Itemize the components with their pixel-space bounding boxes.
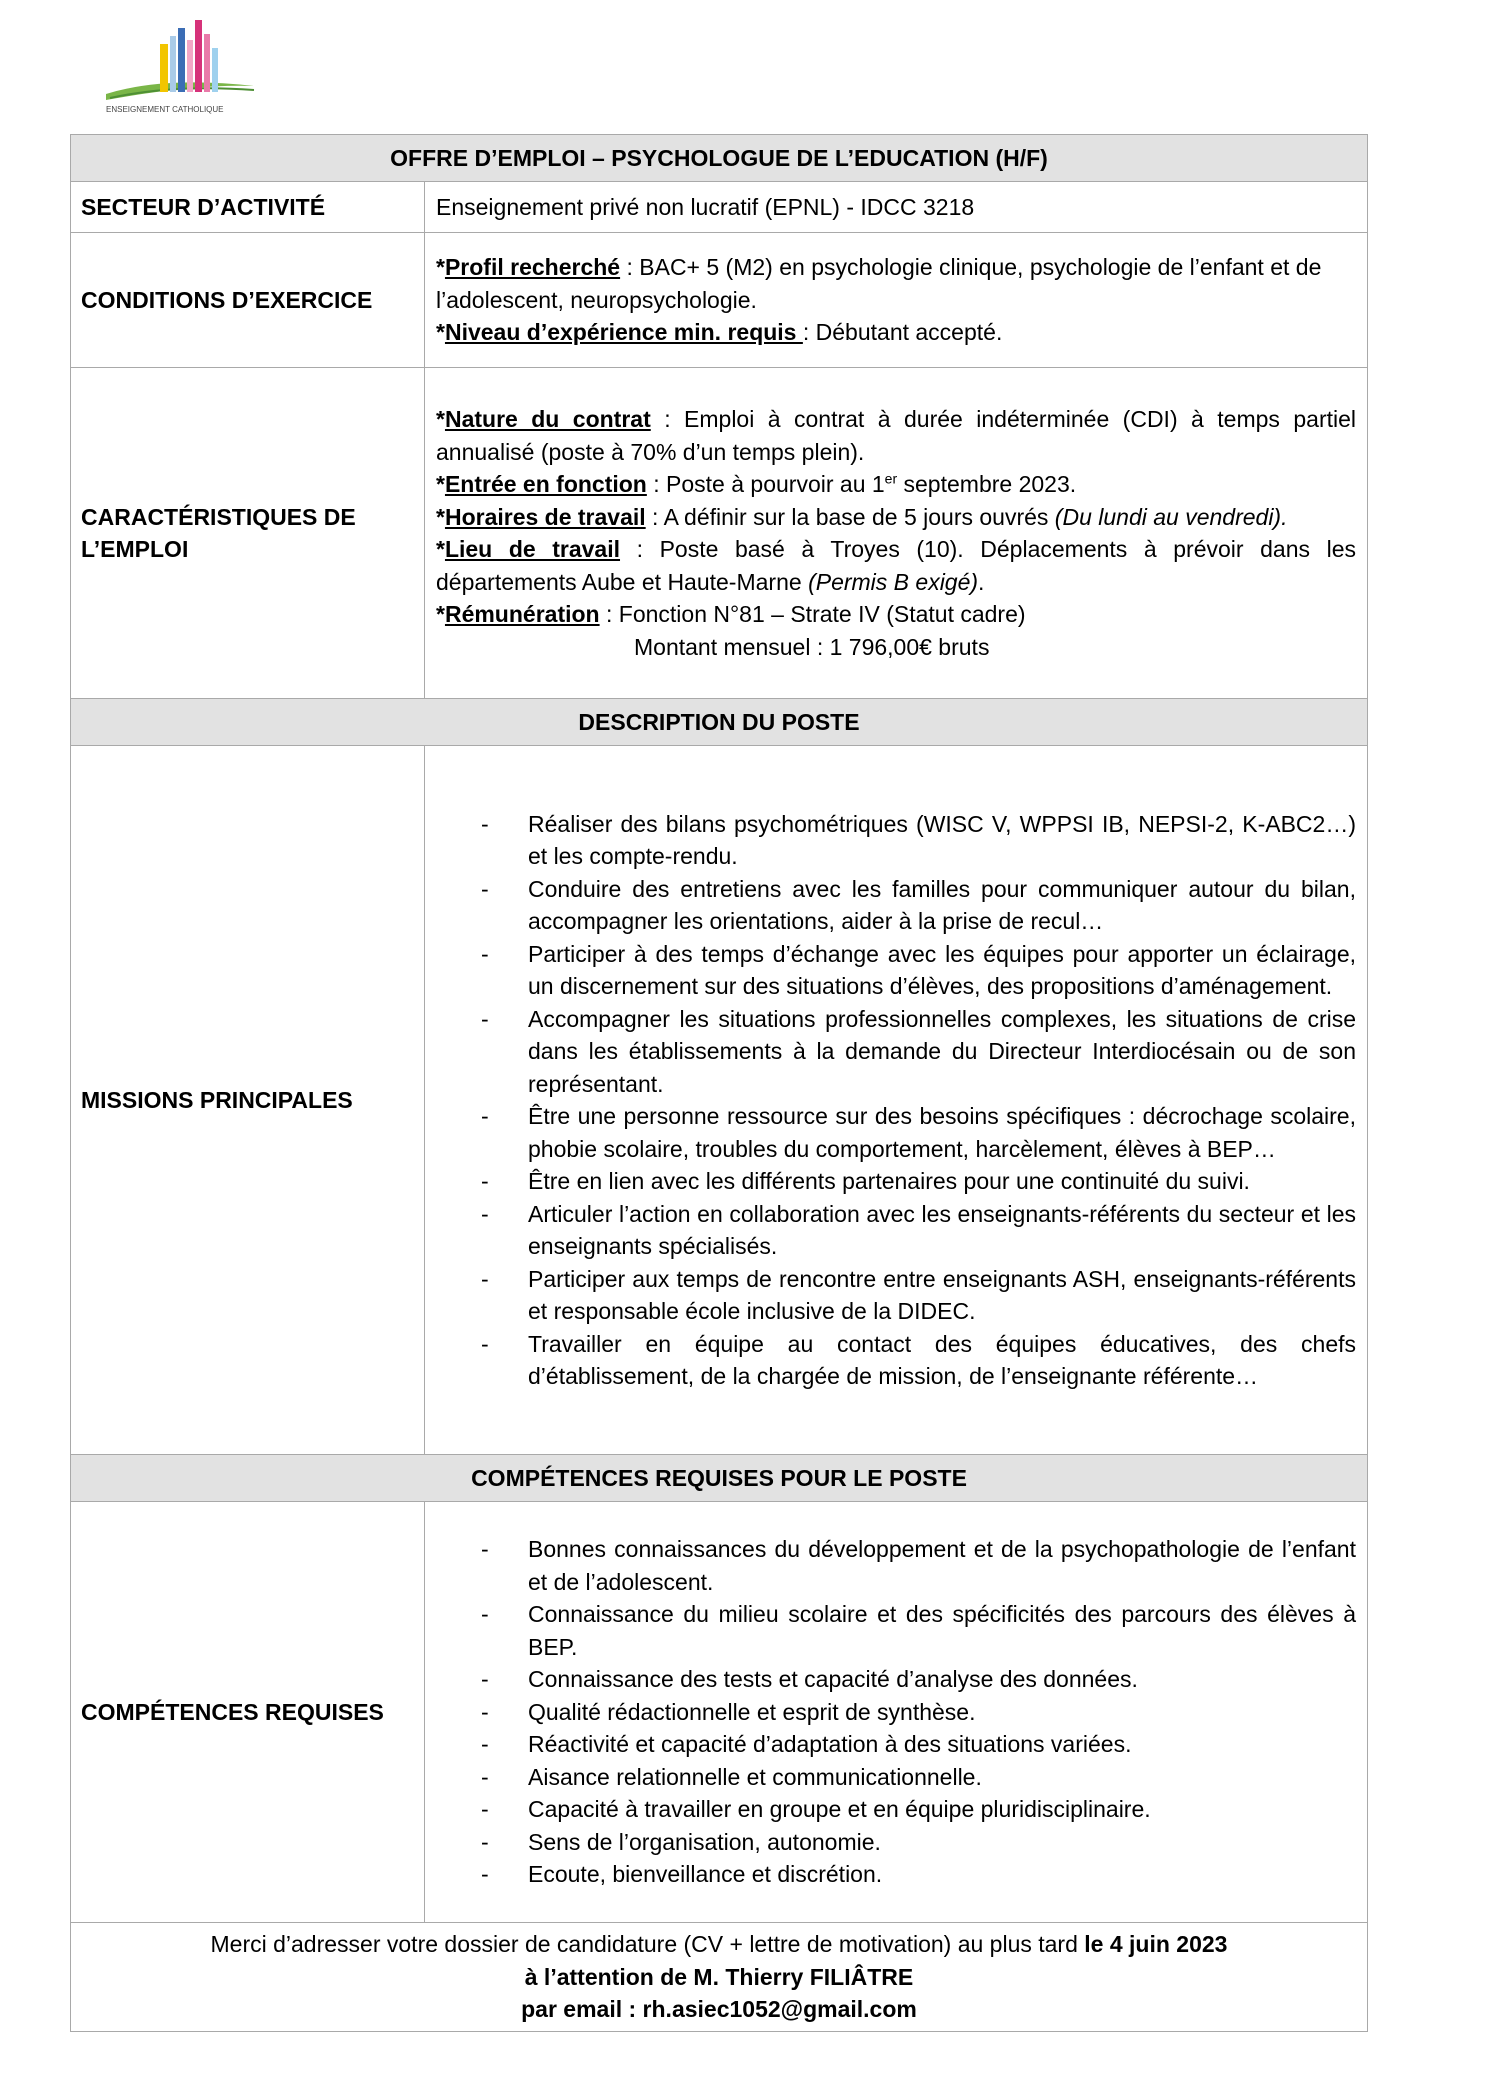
competence-item: - Connaissance des tests et capacité d’analyse des données. — [436, 1663, 1356, 1696]
competence-item: - Réactivité et capacité d’adaptation à des situations variées. — [436, 1728, 1356, 1761]
competence-item: - Aisance relationnelle et communicationnelle. — [436, 1761, 1356, 1794]
competences-label: COMPÉTENCES REQUISES — [71, 1502, 425, 1923]
footer-line-1: Merci d’adresser votre dossier de candidature (CV + lettre de motivation) au plus tard le 4 juin 2023 — [210, 1931, 1228, 1958]
competence-item: - Bonnes connaissances du développement et de la psychopathologie de l’enfant et de l’adolescent. — [436, 1533, 1356, 1598]
competence-item: - Qualité rédactionnelle et esprit de synthèse. — [436, 1696, 1356, 1729]
competences-list — [436, 1533, 1356, 1891]
competence-item: - Ecoute, bienveillance et discrétion. — [436, 1858, 1356, 1891]
entree-line: *Entrée en fonction : Poste à pourvoir au 1er septembre 2023. — [436, 470, 1077, 497]
job-offer-table — [70, 134, 1368, 2032]
application-footer — [71, 1923, 1368, 2032]
mission-item: - Conduire des entretiens avec les familles pour communiquer autour du bilan, accompagner les orientations, aider à la prise de recul… — [436, 873, 1356, 938]
enseignement-catholique-logo — [104, 14, 262, 114]
description-header: DESCRIPTION DU POSTE — [71, 699, 1368, 746]
mission-item: - Être en lien avec les différents partenaires pour une continuité du suivi. — [436, 1165, 1356, 1198]
mission-item: - Travailler en équipe au contact des équipes éducatives, des chefs d’établissement, de la chargée de mission, de l’enseignante référente… — [436, 1328, 1356, 1393]
competences-value — [425, 1502, 1368, 1923]
logo-text: ENSEIGNEMENT CATHOLIQUE — [106, 105, 224, 114]
competences-header: COMPÉTENCES REQUISES POUR LE POSTE — [71, 1455, 1368, 1502]
mission-item: - Participer à des temps d’échange avec les équipes pour apporter un éclairage, un discernement sur des situations d’élèves, des propositions d’aménagement. — [436, 938, 1356, 1003]
mission-item: - Être une personne ressource sur des besoins spécifiques : décrochage scolaire, phobie scolaire, troubles du comportement, harcèlement, élèves à BEP… — [436, 1100, 1356, 1165]
secteur-label: SECTEUR D’ACTIVITÉ — [71, 182, 425, 233]
caracteristiques-label: CARACTÉRISTIQUES DE L’EMPLOI — [71, 368, 425, 699]
niveau-line: *Niveau d’expérience min. requis : Débutant accepté. — [436, 319, 1003, 346]
secteur-value: Enseignement privé non lucratif (EPNL) - IDCC 3218 — [425, 182, 1368, 233]
profil-line: *Profil recherché : BAC+ 5 (M2) en psychologie clinique, psychologie de l’enfant et de l’adolescent, neuropsychologie. — [436, 254, 1322, 313]
conditions-label: CONDITIONS D’EXERCICE — [71, 233, 425, 368]
conditions-value — [425, 233, 1368, 368]
footer-line-2: à l’attention de M. Thierry FILIÂTRE — [524, 1963, 914, 1990]
horaires-line: *Horaires de travail : A définir sur la base de 5 jours ouvrés (Du lundi au vendredi). — [436, 503, 1288, 530]
mission-item: - Réaliser des bilans psychométriques (WISC V, WPPSI IB, NEPSI-2, K-ABC2…) et les compte-rendu. — [436, 808, 1356, 873]
lieu-line: *Lieu de travail : Poste basé à Troyes (10). Déplacements à prévoir dans les départements Aube et Haute-Marne (Permis B exigé). — [436, 536, 1356, 595]
competence-item: - Capacité à travailler en groupe et en équipe pluridisciplinaire. — [436, 1793, 1356, 1826]
montant-line: Montant mensuel : 1 796,00€ bruts — [634, 633, 990, 660]
offer-title: OFFRE D’EMPLOI – PSYCHOLOGUE DE L’EDUCATION (H/F) — [71, 135, 1368, 182]
missions-value — [425, 746, 1368, 1455]
footer-email[interactable]: par email : rh.asiec1052@gmail.com — [521, 1996, 917, 2023]
missions-label: MISSIONS PRINCIPALES — [71, 746, 425, 1455]
mission-item: - Participer aux temps de rencontre entre enseignants ASH, enseignants-référents et responsable école inclusive de la DIDEC. — [436, 1263, 1356, 1328]
remuneration-line: *Rémunération : Fonction N°81 – Strate IV (Statut cadre) — [436, 601, 1026, 627]
mission-item: - Articuler l’action en collaboration avec les enseignants-référents du secteur et les enseignants spécialisés. — [436, 1198, 1356, 1263]
missions-list — [436, 808, 1356, 1393]
nature-line: *Nature du contrat : Emploi à contrat à durée indéterminée (CDI) à temps partiel annualisé (poste à 70% d’un temps plein). — [436, 406, 1357, 465]
mission-item: - Accompagner les situations professionnelles complexes, les situations de crise dans les établissements à la demande du Directeur Interdiocésain ou de son représentant. — [436, 1003, 1356, 1101]
competence-item: - Connaissance du milieu scolaire et des spécificités des parcours des élèves à BEP. — [436, 1598, 1356, 1663]
competence-item: - Sens de l’organisation, autonomie. — [436, 1826, 1356, 1859]
caracteristiques-value — [425, 368, 1368, 699]
